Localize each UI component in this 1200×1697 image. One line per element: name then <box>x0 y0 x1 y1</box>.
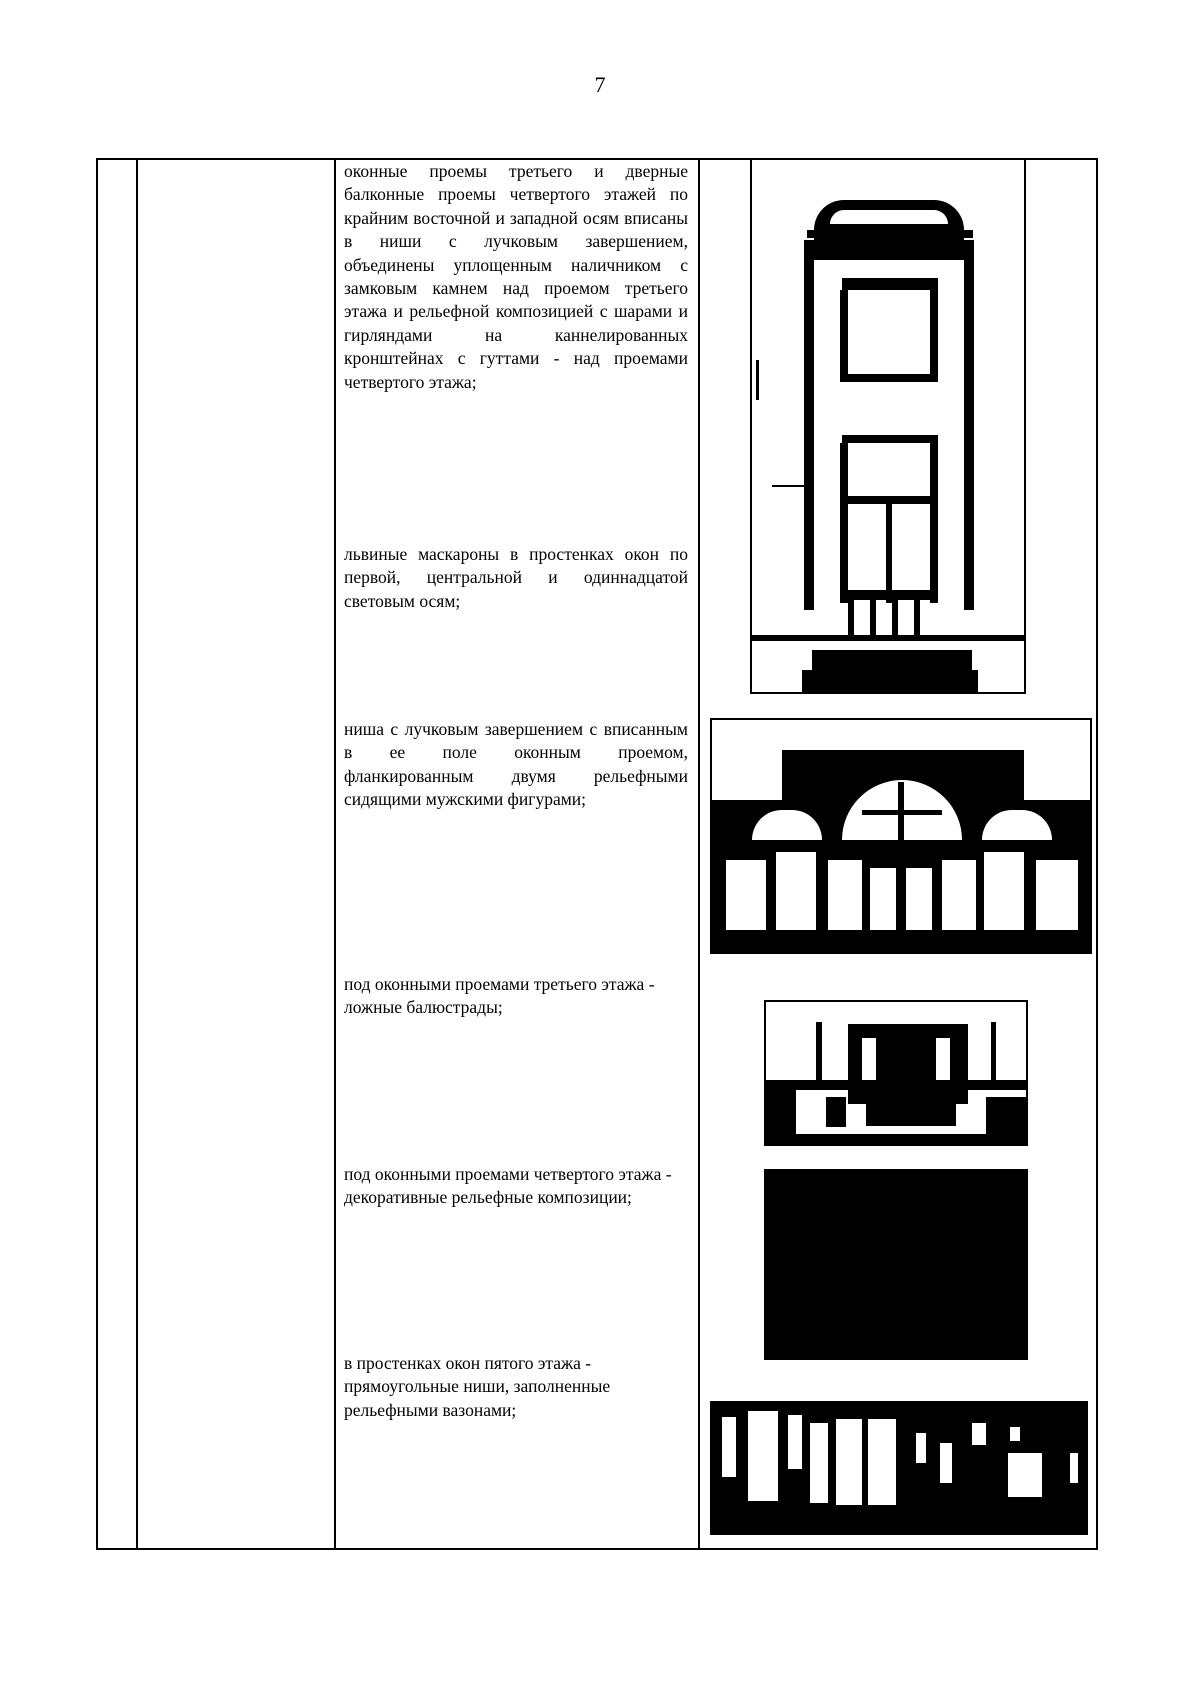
facade-window-axis-photo <box>750 158 1026 694</box>
row-4-text: под оконными проемами третьего этажа - ложные балюстрады; <box>344 974 655 1018</box>
niches-with-vases-photo <box>710 1383 1088 1535</box>
arched-niche-with-figures-photo <box>710 718 1092 954</box>
column-divider-1 <box>136 158 138 1550</box>
row-6-text: в простенках окон пятого этажа - прямоугольные ниши, заполненные рельефными вазонами; <box>344 1353 611 1420</box>
decorative-relief-photo <box>764 1169 1028 1360</box>
row-2-text: львиные маскароны в простенках окон по первой, центральной и одиннадцатой световым осям; <box>344 544 688 611</box>
false-balustrade-photo <box>764 1000 1028 1146</box>
row-5-text: под оконными проемами четвертого этажа - декоративные рельефные композиции; <box>344 1164 672 1208</box>
column-divider-3 <box>698 158 700 1550</box>
row-1-text: оконные проемы третьего и дверные балконные проемы четвертого этажей по крайним восточной и западной осям вписаны в ниши с лучковым завершением, объединены уплощенным наличником с замковым камнем над проемом третьего этажа и рельефной композицией с шарами и гирляндами на каннелированных кронштейнах с гуттами - над проемами четвертого этажа; <box>344 161 688 392</box>
column-divider-2 <box>334 158 336 1550</box>
row-3-text: ниша с лучковым завершением с вписанным в ее поле оконным проемом, фланкированным двумя рельефными сидящими мужскими фигурами; <box>344 719 688 810</box>
page-number: 7 <box>594 72 606 97</box>
